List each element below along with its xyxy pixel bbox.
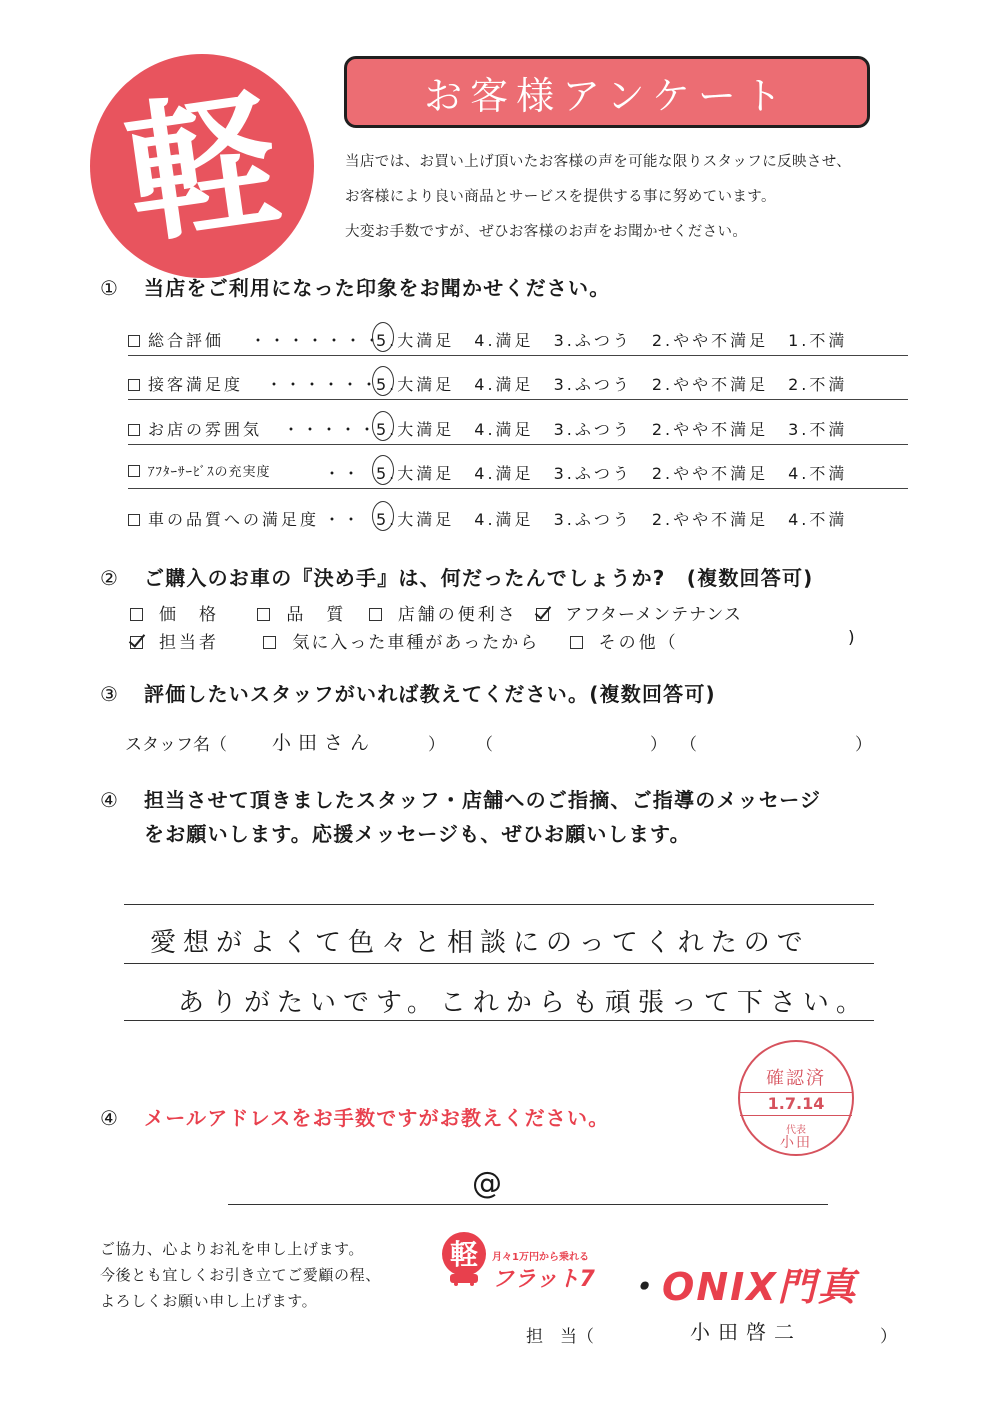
scale-option[interactable]: 1.不満: [788, 331, 848, 350]
staff-name-1[interactable]: 小田さん: [272, 732, 377, 754]
scale-option[interactable]: 3.不満: [788, 420, 848, 439]
q2-heading-text: ご購入のお車の『決め手』は、何だったんでしょうか? (複数回答可): [144, 566, 814, 590]
message-rule-2: [124, 963, 874, 964]
message-rule-1: [124, 904, 874, 905]
rating-label: お店の雰囲気: [148, 420, 263, 439]
staff-paren-open-3: （: [680, 735, 697, 755]
q1-heading: [100, 272, 610, 301]
scale-option[interactable]: 3.ふつう: [553, 375, 632, 394]
q5-number: ④: [100, 1106, 120, 1130]
rating-scale: [376, 461, 867, 484]
scale-option[interactable]: 4.不満: [788, 510, 848, 529]
scale-option[interactable]: 4.満足: [474, 331, 534, 350]
footer-kei-logo: [436, 1230, 492, 1286]
brand-separator: ・: [622, 1265, 663, 1309]
option-price-label: 価 格: [159, 605, 219, 625]
staff-in-charge-close: ）: [880, 1327, 897, 1347]
stamp-title: 代表: [786, 1125, 806, 1136]
staff-paren-open-2: （: [476, 735, 493, 755]
rating-checkbox[interactable]: [128, 379, 140, 391]
scale-option[interactable]: 5.大満足: [376, 420, 455, 439]
rating-label: 接客満足度: [148, 375, 244, 394]
staff-paren-close-2: ）: [650, 735, 667, 755]
leader-dots: ・・: [324, 510, 363, 529]
checkbox-staff[interactable]: [130, 636, 143, 649]
scale-option[interactable]: 5.大満足: [376, 331, 455, 350]
rating-row-atmosphere: [128, 411, 908, 445]
q3-heading-text: 評価したいスタッフがいれば教えてください。(複数回答可): [144, 682, 716, 706]
rating-row-service: [128, 366, 908, 400]
q4-heading: [100, 784, 821, 813]
option-staff-label: 担当者: [159, 633, 219, 653]
intro-line-2: お客様により良い商品とサービスを提供する事に努めています。: [345, 189, 776, 205]
checkbox-other[interactable]: [570, 636, 583, 649]
leader-dots: ・・: [324, 464, 363, 483]
rating-scale: [376, 328, 867, 351]
email-input-line[interactable]: [228, 1204, 828, 1205]
brand-tagline: 月々1万円から乗れる: [492, 1252, 589, 1263]
rating-label: ｱﾌﾀｰｻｰﾋﾞｽの充実度: [148, 465, 271, 480]
email-at-sign: @: [472, 1166, 502, 1201]
option-liked-model-label: 気に入った車種があったから: [292, 633, 540, 653]
brand-onix-text: ONIX門真: [662, 1265, 858, 1309]
scale-option[interactable]: 3.ふつう: [553, 420, 632, 439]
scale-option[interactable]: 2.不満: [788, 375, 848, 394]
scale-option[interactable]: 2.やや不満足: [651, 510, 769, 529]
message-rule-3: [124, 1020, 874, 1021]
scale-option[interactable]: 3.ふつう: [553, 331, 632, 350]
checkbox-quality[interactable]: [257, 608, 270, 621]
scale-option[interactable]: 4.満足: [474, 420, 534, 439]
closing-line-2: 今後とも宜しくお引き立てご愛顧の程、: [100, 1266, 381, 1284]
stamp-date: 1.7.14: [740, 1092, 852, 1116]
scale-option[interactable]: 2.やや不満足: [651, 331, 769, 350]
rating-row-car-quality: [128, 501, 908, 535]
page-title: お客様アンケート: [424, 73, 790, 118]
svg-text:軽: 軽: [449, 1238, 479, 1271]
rating-scale: [376, 507, 867, 530]
leader-dots: ・・・・・・・: [250, 331, 384, 350]
leader-dots: ・・・・・・: [266, 375, 381, 394]
scale-option[interactable]: 4.不満: [788, 464, 848, 483]
rating-checkbox[interactable]: [128, 514, 140, 526]
stamp-name: 小田: [780, 1135, 812, 1151]
intro-line-3: 大変お手数ですが、ぜひお客様のお声をお聞かせください。: [345, 224, 748, 240]
scale-option[interactable]: 5.大満足: [376, 375, 455, 394]
scale-option[interactable]: 5.大満足: [376, 464, 455, 483]
q4-heading-text-1: 担当させて頂きましたスタッフ・店舗へのご指摘、ご指導のメッセージ: [144, 788, 822, 812]
rating-label: 総合評価: [148, 331, 225, 350]
message-handwritten-line-1[interactable]: 愛想がよくて色々と相談にのってくれたので: [150, 928, 810, 958]
q1-heading-text: 当店をご利用になった印象をお聞かせください。: [144, 276, 611, 300]
scale-option[interactable]: 5.大満足: [376, 510, 455, 529]
approval-stamp: [738, 1040, 854, 1156]
kei-logo: [88, 52, 316, 280]
scale-option[interactable]: 2.やや不満足: [651, 375, 769, 394]
scale-option[interactable]: 3.ふつう: [553, 510, 632, 529]
logo-glyph: 軽: [116, 72, 289, 266]
q5-heading: [100, 1102, 609, 1131]
staff-in-charge-name[interactable]: 小田啓二: [690, 1320, 802, 1344]
staff-in-charge-label: 担 当（: [526, 1327, 594, 1347]
message-handwritten-line-2[interactable]: ありがたいです。これからも頑張って下さい。: [178, 988, 869, 1018]
q2-heading: [100, 562, 813, 591]
q3-number: ③: [100, 682, 120, 706]
scale-option[interactable]: 2.やや不満足: [651, 420, 769, 439]
staff-name-line: [125, 730, 227, 755]
leader-dots: ・・・・・: [283, 420, 379, 439]
scale-option[interactable]: 2.やや不満足: [651, 464, 769, 483]
rating-row-overall: [128, 322, 908, 356]
checkbox-liked-model[interactable]: [263, 636, 276, 649]
intro-line-1: 当店では、お買い上げ頂いたお客様の声を可能な限りスタッフに反映させ、: [345, 154, 852, 170]
q2-number: ②: [100, 566, 120, 590]
rating-label: 車の品質への満足度: [148, 510, 320, 529]
rating-scale: [376, 372, 867, 395]
closing-line-1: ご協力、心よりお礼を申し上げます。: [100, 1240, 365, 1258]
brand-onix: [622, 1256, 858, 1311]
rating-checkbox[interactable]: [128, 424, 140, 436]
checkbox-after-maintenance[interactable]: [536, 608, 549, 621]
title-banner: [344, 56, 870, 128]
rating-checkbox[interactable]: [128, 465, 140, 477]
staff-paren-close-3: ）: [855, 735, 872, 755]
rating-row-after-service: [128, 455, 908, 489]
q2-options-row-2: [130, 628, 679, 653]
option-store-convenience-label: 店舗の便利さ: [397, 605, 518, 625]
q4-number: ④: [100, 788, 120, 812]
rating-checkbox[interactable]: [128, 335, 140, 347]
q4-heading-line-2: をお願いします。応援メッセージも、ぜひお願いします。: [144, 822, 691, 846]
option-other-label: その他（: [598, 633, 679, 653]
checkbox-store-convenience[interactable]: [369, 608, 382, 621]
option-quality-label: 品 質: [286, 605, 347, 625]
q3-heading: [100, 678, 716, 707]
rating-scale: [376, 417, 867, 440]
staff-paren-close-1: ）: [428, 735, 445, 755]
checkbox-price[interactable]: [130, 608, 143, 621]
q1-number: ①: [100, 276, 120, 300]
closing-line-3: よろしくお願い申し上げます。: [100, 1292, 318, 1310]
q5-heading-text: メールアドレスをお手数ですがお教えください。: [144, 1106, 610, 1130]
other-paren-close: ): [848, 628, 855, 648]
staff-name-label: スタッフ名（: [125, 735, 227, 755]
scale-option[interactable]: 3.ふつう: [553, 464, 632, 483]
option-after-maintenance-label: アフターメンテナンス: [565, 605, 742, 625]
scale-option[interactable]: 4.満足: [474, 510, 534, 529]
scale-option[interactable]: 4.満足: [474, 464, 534, 483]
q2-options-row-1: [130, 600, 742, 625]
brand-flat7: フラット7: [492, 1267, 595, 1292]
stamp-confirmed: 確認済: [766, 1068, 826, 1089]
scale-option[interactable]: 4.満足: [474, 375, 534, 394]
